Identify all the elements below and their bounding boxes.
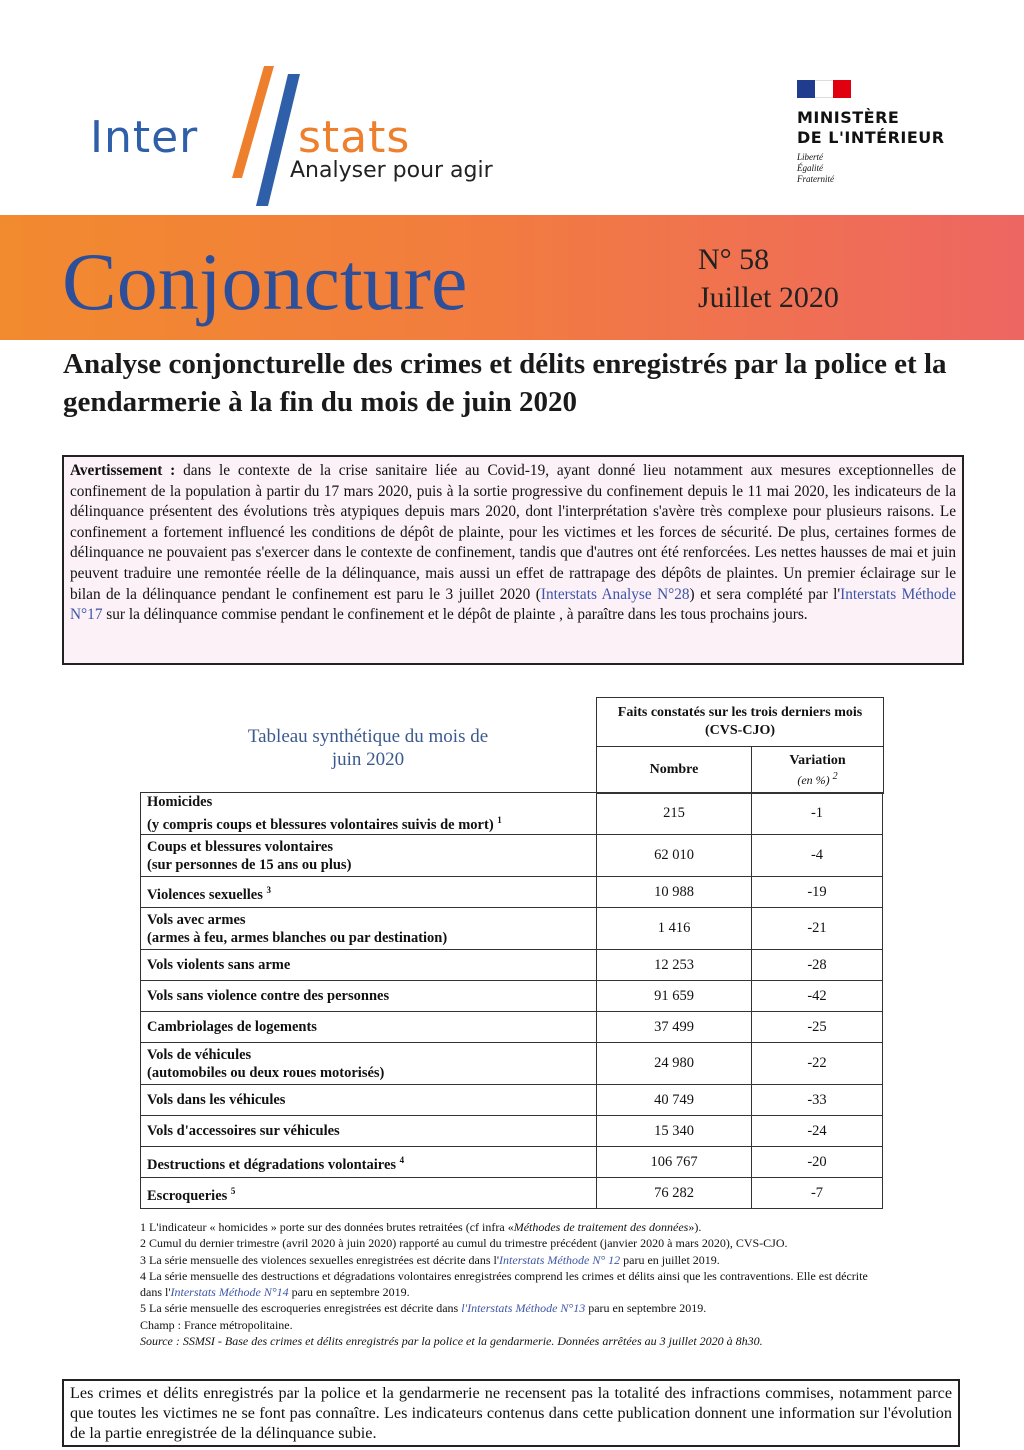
logo-inter-text: Inter [90, 112, 199, 163]
issue-info [698, 241, 839, 317]
table-caption: Tableau synthétique du mois de juin 2020 [247, 726, 489, 770]
row-number: 215 [597, 793, 752, 835]
row-label: Vols dans les véhicules [141, 1085, 597, 1116]
republic-motto: Liberté Égalité Fraternité [797, 152, 834, 184]
row-label: Coups et blessures volontaires (sur personnes de 15 ans ou plus) [141, 835, 597, 877]
summary-table [140, 792, 883, 1209]
table-row [141, 981, 883, 1012]
issue-number: N° 58 [698, 243, 770, 276]
double-slash-icon [224, 66, 304, 206]
column-header-number: Nombre [597, 747, 752, 793]
issue-date: Juillet 2020 [698, 281, 839, 314]
disclaimer-box: Les crimes et délits enregistrés par la police et la gendarmerie ne recensent pas la totalité des infractions commises, notamment parce que toutes les victimes ne se font pas connaître. Les indicateurs contenus dans cette publication donnent une information sur l'évolution de la partie enregistrée de la délinquance subie. [62, 1379, 960, 1447]
table-row [141, 950, 883, 981]
row-label: Vols de véhicules (automobiles ou deux roues motorisés) [141, 1043, 597, 1085]
footnote-3: 3 La série mensuelle des violences sexuelles enregistrées est décrite dans l'Interstats Méthode N° 12 paru en juillet 2019. [140, 1252, 720, 1267]
row-label: Vols d'accessoires sur véhicules [141, 1116, 597, 1147]
row-label: Vols avec armes (armes à feu, armes blanches ou par destination) [141, 908, 597, 950]
table-row [141, 1043, 883, 1085]
row-number: 91 659 [597, 981, 752, 1012]
row-variation: -24 [752, 1116, 883, 1147]
french-flag-icon [797, 80, 851, 98]
row-variation: -25 [752, 1012, 883, 1043]
link-analyse-28[interactable]: Interstats Analyse N°28 [540, 585, 690, 603]
footnote-4: 4 La série mensuelle des destructions et dégradations volontaires enregistrées comprend les crimes et délits ainsi que les contraventions. Elle est décrite dans l'Interstats Méthode N°14 paru en septembre 2019. [140, 1268, 868, 1300]
row-variation: -22 [752, 1043, 883, 1085]
row-variation: -42 [752, 981, 883, 1012]
table-group-header: Faits constatés sur les trois derniers mois (CVS-CJO) [597, 698, 883, 747]
row-variation: -7 [752, 1178, 883, 1209]
row-label: Destructions et dégradations volontaires $^4$ [141, 1147, 597, 1178]
row-variation: -20 [752, 1147, 883, 1178]
link-methode-14[interactable]: Interstats Méthode N°14 [170, 1285, 289, 1300]
row-label: Cambriolages de logements [141, 1012, 597, 1043]
table-row [141, 793, 883, 835]
row-number: 37 499 [597, 1012, 752, 1043]
row-variation: -28 [752, 950, 883, 981]
page-title: Analyse conjoncturelle des crimes et délits enregistrés par la police et la gendarmerie à la fin du mois de juin 2020 [63, 348, 947, 418]
row-variation: -4 [752, 835, 883, 877]
link-methode-17[interactable]: Interstats Méthode N°17 [70, 585, 956, 624]
logo-tagline: Analyser pour agir [290, 158, 493, 183]
row-label: Violences sexuelles $^3$ [141, 877, 597, 908]
ministry-name: MINISTÈRE DE L'INTÉRIEUR [797, 108, 945, 147]
link-methode-13[interactable]: l'Interstats Méthode N°13 [461, 1301, 586, 1316]
scope-note: Champ : France métropolitaine. [140, 1317, 293, 1332]
source-note: Source : SSMSI - Base des crimes et délits enregistrés par la police et la gendarmerie. Données arrêtées au 3 juillet 2020 à 8h30. [140, 1334, 763, 1349]
table-row [141, 1085, 883, 1116]
logo-stats-text: stats [298, 112, 411, 163]
row-number: 106 767 [597, 1147, 752, 1178]
table-row [141, 1116, 883, 1147]
footnote-1: 1 L'indicateur « homicides » porte sur des données brutes retraitées (cf infra «Méthodes de traitement des données»). [140, 1220, 702, 1234]
banner-title: Conjoncture [62, 236, 468, 327]
row-variation: -1 [752, 793, 883, 835]
footnotes [140, 1219, 890, 1349]
row-variation: -19 [752, 877, 883, 908]
row-number: 40 749 [597, 1085, 752, 1116]
row-number: 24 980 [597, 1043, 752, 1085]
conjoncture-banner [0, 215, 1024, 340]
table-row [141, 835, 883, 877]
table-row [141, 1178, 883, 1209]
table-row [141, 1147, 883, 1178]
row-number: 1 416 [597, 908, 752, 950]
ministry-logo [797, 80, 967, 185]
row-variation: -21 [752, 908, 883, 950]
row-number: 12 253 [597, 950, 752, 981]
row-label: Vols sans violence contre des personnes [141, 981, 597, 1012]
table-header [596, 697, 884, 794]
footnote-5: 5 La série mensuelle des escroqueries enregistrées est décrite dans l'Interstats Méthode N°13 paru en septembre 2019. [140, 1301, 707, 1316]
link-methode-12[interactable]: Interstats Méthode N° 12 [499, 1252, 621, 1267]
warning-box: Avertissement : dans le contexte de la crise sanitaire liée au Covid-19, ayant donné lieu notamment aux mesures exceptionnelles de confinement de la population à partir du 17 mars 2020, puis à la sortie progressive du confinement depuis le 11 mai 2020, les indicateurs de la délinquance présentent des évolutions très atypiques depuis mars 2020, dont l'interprétation s'avère très complexe pour plusieurs raisons. Le confinement a fortement influencé les conditions de dépôt de plainte, pour les victimes et les forces de sécurité. De plus, certaines formes de délinquance ne pouvaient pas s'exercer dans le contexte de confinement, tandis que d'autres ont été renforcées. Les nettes hausses de mai et juin peuvent traduire une remontée réelle de la délinquance, mais aussi un effet de rattrapage des dépôts de plaintes. Un premier éclairage sur le bilan de la délinquance pendant le confinement est paru le 3 juillet 2020 (Interstats Analyse N°28) et sera complété par l'Interstats Méthode N°17 sur la délinquance commise pendant le confinement et le dépôt de plainte , à paraître dans les tous prochains jours. [62, 455, 964, 665]
interstats-logo [90, 66, 510, 206]
row-number: 10 988 [597, 877, 752, 908]
row-number: 76 282 [597, 1178, 752, 1209]
table-row [141, 1012, 883, 1043]
footnote-2: 2 Cumul du dernier trimestre (avril 2020 à juin 2020) rapporté au cumul du trimestre précédent (janvier 2020 à mars 2020), CVS-CJO. [140, 1236, 788, 1251]
row-label: Vols violents sans arme [141, 950, 597, 981]
row-number: 62 010 [597, 835, 752, 877]
table-row [141, 877, 883, 908]
row-label: Escroqueries $^5$ [141, 1178, 597, 1209]
row-label: Homicides (y compris coups et blessures volontaires suivis de mort) $^1$ [141, 793, 597, 835]
row-number: 15 340 [597, 1116, 752, 1147]
table-row [141, 908, 883, 950]
warning-label: Avertissement : [70, 462, 176, 479]
row-variation: -33 [752, 1085, 883, 1116]
column-header-variation: Variation (en %) $^2$ [789, 752, 846, 787]
